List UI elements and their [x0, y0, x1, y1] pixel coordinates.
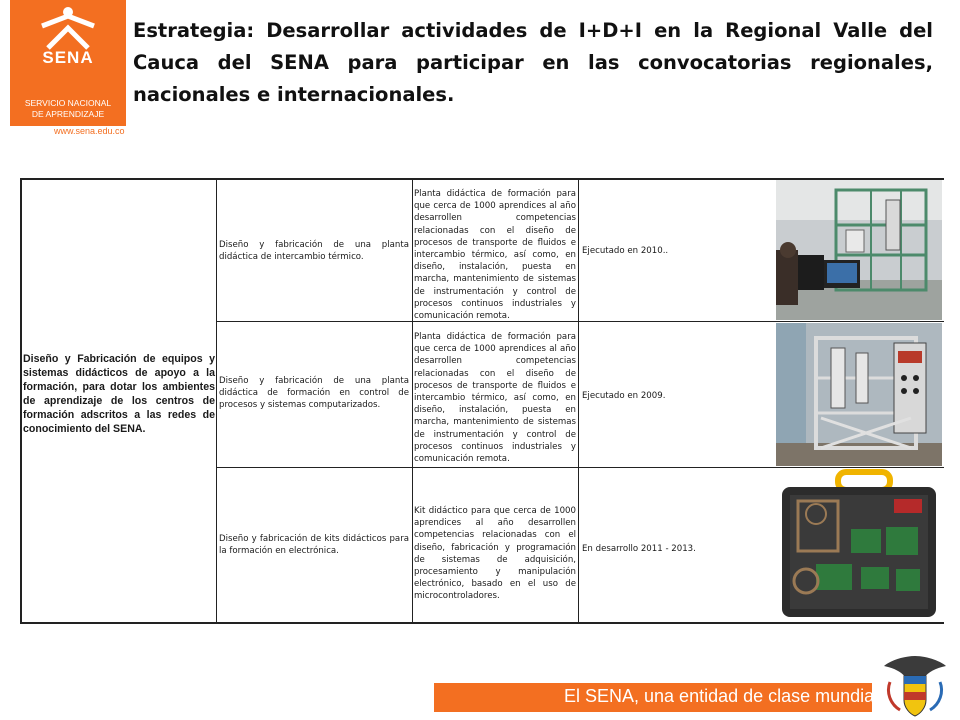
sena-figure-icon	[38, 6, 98, 50]
row-3-status: En desarrollo 2011 - 2013.	[582, 544, 696, 554]
logo-line-1: SERVICIO NACIONAL	[24, 98, 112, 108]
col-divider-2	[412, 178, 413, 624]
row-1-status: Ejecutado en 2010..	[582, 246, 669, 256]
row-1-description: Planta didáctica de formación para que cerca de 1000 aprendices al año desarrollen competencias relacionadas con el diseño de procesos de transporte de fluidos e intercambio térmico, así como, en diseño, instalación, puesta en marcha, mantenimiento de sistemas de instrumentación y control de procesos continuos industriales y comunicación remota.	[414, 189, 576, 322]
sena-logo	[10, 0, 126, 126]
footer-slogan: El SENA, una entidad de clase mundial	[564, 686, 879, 706]
col-divider-3	[578, 178, 579, 624]
coat-of-arms-icon	[880, 652, 950, 720]
page-title: Estrategia: Desarrollar actividades de I+D+I en la Regional Valle del Cauca del SENA para participar en las convocatorias regionales, nacionales e internacionales.	[133, 19, 933, 106]
row-3-description: Kit didáctico para que cerca de 1000 aprendices al año desarrollen competencias relacionadas con el diseño, fabricación y programación de sistemas de adquisición, procesamiento y manipulación electrónico, basado en el uso de microcontroladores.	[414, 506, 576, 602]
logo-line-2: DE APRENDIZAJE	[31, 109, 105, 119]
col-divider-1	[216, 178, 217, 624]
row-3-project: Diseño y fabricación de kits didácticos para la formación en electrónica.	[219, 534, 409, 557]
row-2-description: Planta didáctica de formación para que cerca de 1000 aprendices al año desarrollen competencias relacionadas con el diseño de procesos de transporte de fluidos e intercambio térmico, así como, en diseño, instalación, puesta en marcha, mantenimiento de sistemas de instrumentación y control de procesos continuos industriales y comunicación remota.	[414, 332, 576, 465]
category-cell: Diseño y Fabricación de equipos y sistemas didácticos de apoyo a la formación, para dotar los ambientes de aprendizaje de los centros de formación adscritos a las redes de conocimiento del SENA.	[23, 353, 215, 435]
footer-banner	[434, 683, 879, 712]
row-divider-2	[216, 467, 944, 468]
row-2-project: Diseño y fabricación de una planta didáctica de formación en control de procesos y sistemas computarizados.	[219, 376, 409, 411]
table-border-bottom	[20, 622, 944, 624]
process-control-plant-photo	[776, 323, 942, 466]
logo-url: www.sena.edu.co	[54, 126, 125, 136]
projects-table	[20, 178, 944, 624]
thermal-plant-photo	[776, 180, 942, 320]
row-1-project: Diseño y fabricación de una planta didáctica de intercambio térmico.	[219, 240, 409, 263]
table-border-left	[20, 178, 22, 624]
row-divider-1	[216, 321, 944, 322]
row-2-status: Ejecutado en 2009.	[582, 391, 666, 401]
logo-brand: SENA	[42, 48, 94, 67]
electronics-kit-photo	[776, 469, 942, 621]
